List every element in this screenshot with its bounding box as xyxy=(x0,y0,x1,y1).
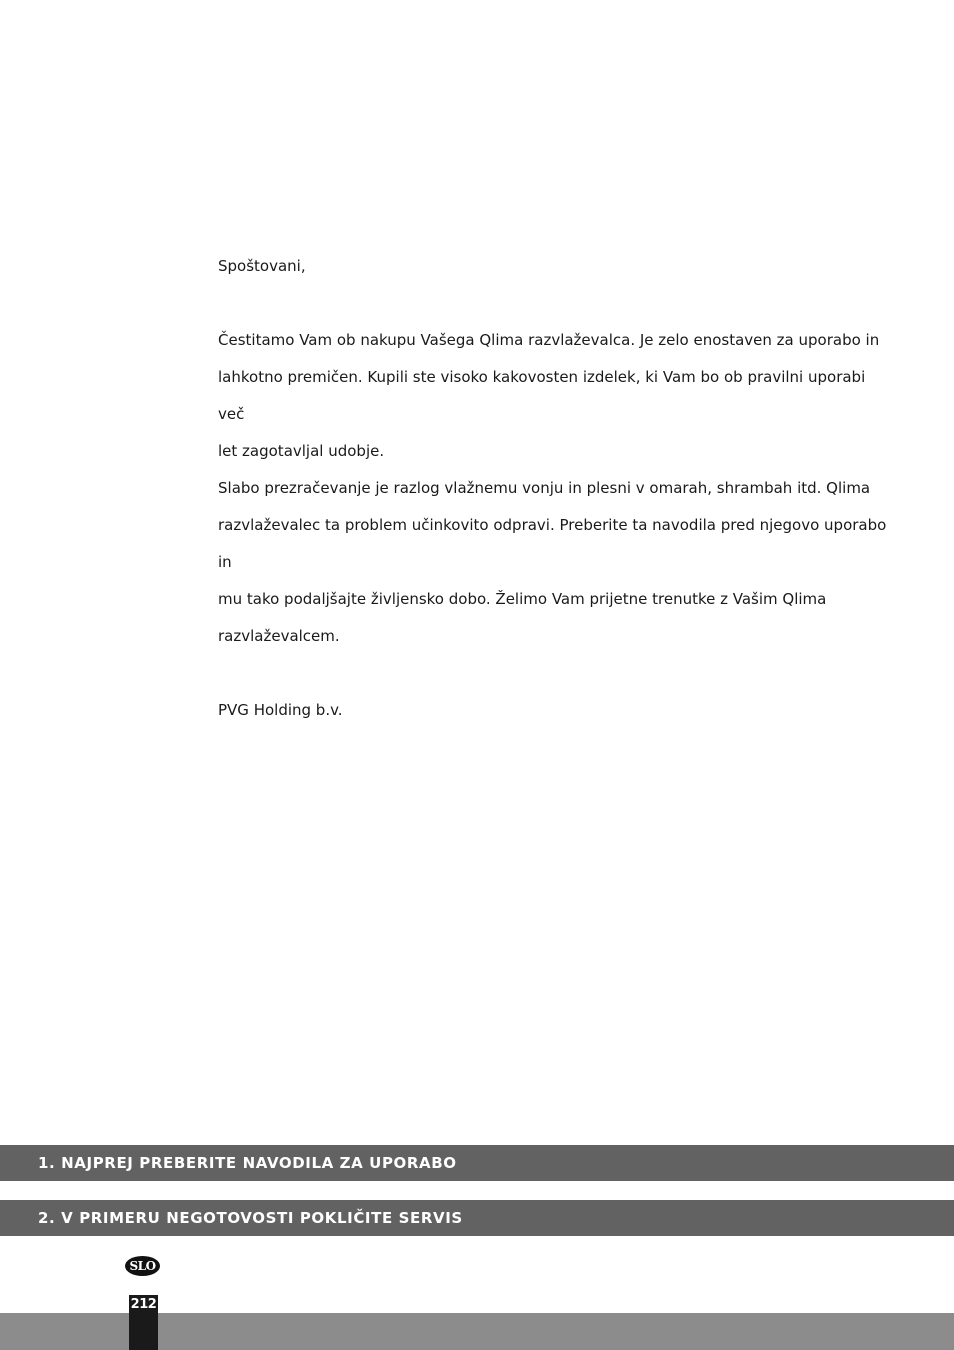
paragraph-gap xyxy=(218,655,888,692)
letter-line: lahkotno premičen. Kupili ste visoko kakovosten izdelek, ki Vam bo ob pravilni uporabi več xyxy=(218,368,866,423)
page-number: 212 xyxy=(130,1297,157,1312)
instruction-banner-read-manual: 1. NAJPREJ PREBERITE NAVODILA ZA UPORABO xyxy=(0,1145,954,1181)
letter-line: mu tako podaljšajte življensko dobo. Želimo Vam prijetne trenutke z Vašim Qlima xyxy=(218,590,827,608)
letter-line: let zagotavljal udobje. xyxy=(218,442,385,460)
language-badge: SLO xyxy=(125,1256,160,1276)
paragraph-gap xyxy=(218,285,888,322)
letter-signature: PVG Holding b.v. xyxy=(218,701,343,719)
letter-line: Slabo prezračevanje je razlog vlažnemu vonju in plesni v omarah, shrambah itd. Qlima xyxy=(218,479,871,497)
letter-line: Čestitamo Vam ob nakupu Vašega Qlima razvlaževalca. Je zelo enostaven za uporabo in xyxy=(218,331,880,349)
letter-salutation: Spoštovani, xyxy=(218,257,306,275)
instruction-banner-call-service: 2. V PRIMERU NEGOTOVOSTI POKLIČITE SERVIS xyxy=(0,1200,954,1236)
letter-line: razvlaževalcem. xyxy=(218,627,340,645)
letter-line: razvlaževalec ta problem učinkovito odpravi. Preberite ta navodila pred njegovo uporabo in xyxy=(218,516,887,571)
letter-body xyxy=(218,248,888,729)
